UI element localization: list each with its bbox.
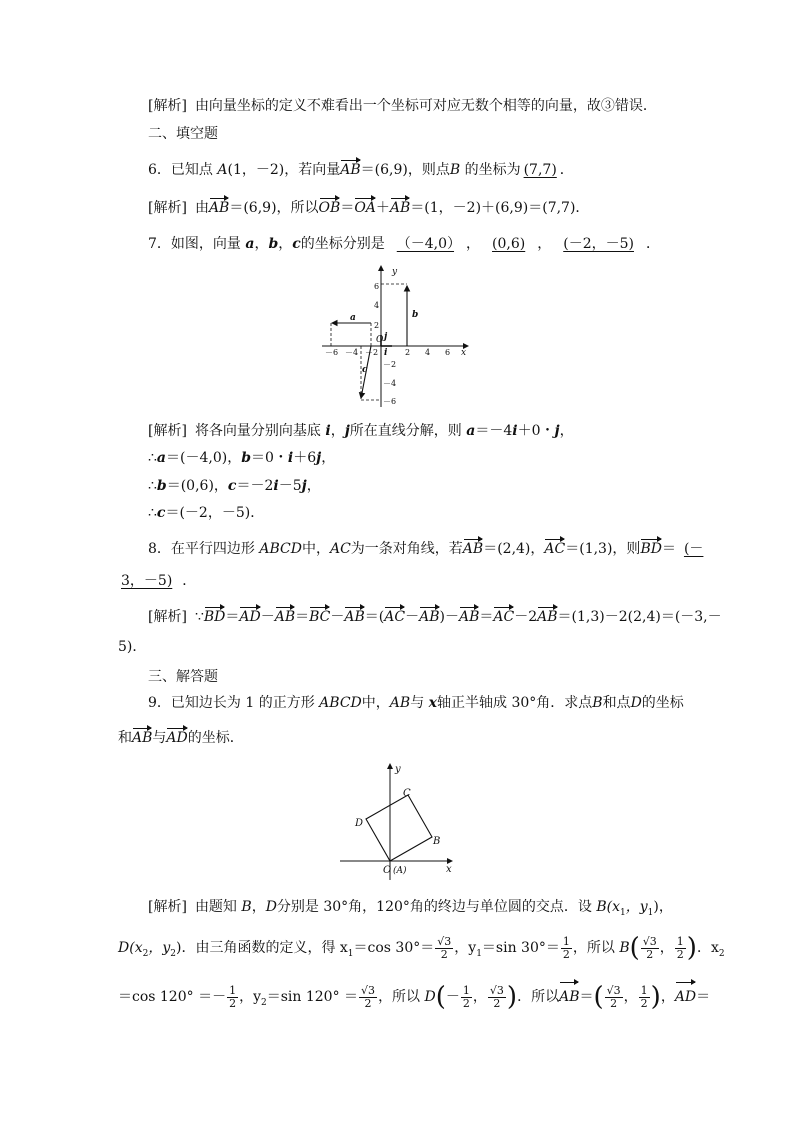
point-d: D xyxy=(630,695,642,711)
analysis-7-line-4 xyxy=(148,503,264,523)
text: ． xyxy=(182,573,197,589)
text: (x xyxy=(606,899,621,915)
text: ＝(6,9)，则点 xyxy=(360,162,450,178)
y-axis-label: y xyxy=(392,267,398,277)
subscript: 1 xyxy=(647,907,654,918)
denominator: 2 xyxy=(229,996,237,1010)
point-d-label: D xyxy=(355,818,364,829)
left-paren: ( xyxy=(593,982,604,1012)
text: 和 xyxy=(118,730,132,746)
text: ， xyxy=(251,899,266,915)
x-axis-label: x xyxy=(461,348,467,358)
y-tick: 2 xyxy=(374,321,380,330)
numerator: √3 xyxy=(606,983,621,997)
text: (1，－2)，若向量 xyxy=(227,162,341,178)
j-label: j xyxy=(384,332,388,342)
text: ，y xyxy=(239,989,261,1005)
text: 由题知 xyxy=(194,899,242,915)
vector: AC xyxy=(493,609,515,625)
segment-ac: AC xyxy=(329,541,351,557)
text: － xyxy=(260,609,275,625)
basis-j: j xyxy=(301,478,307,494)
vector-b: b xyxy=(241,450,251,466)
x-tick: 6 xyxy=(445,348,451,357)
left-paren: ( xyxy=(629,933,640,963)
point-d: D xyxy=(118,940,130,956)
fraction xyxy=(675,936,686,961)
text: －2 xyxy=(514,609,538,625)
numerator: 1 xyxy=(229,983,237,997)
text: ∴ xyxy=(148,478,157,494)
text: ＝ xyxy=(479,609,494,625)
denominator: 2 xyxy=(493,996,501,1010)
vector-c: c xyxy=(227,478,237,494)
text: ， xyxy=(537,236,552,252)
text: ＝(－2，－5)． xyxy=(165,505,265,521)
text: ，y xyxy=(148,940,171,956)
point-b: B xyxy=(449,162,461,178)
right-paren: ) xyxy=(686,933,697,963)
b-label: b xyxy=(412,310,419,320)
vector: BD xyxy=(203,609,226,625)
analysis-8-line-1 xyxy=(148,607,722,627)
analysis-tag: [解析] xyxy=(148,609,187,625)
text: 的坐标为 xyxy=(460,162,521,178)
numerator: 1 xyxy=(462,983,470,997)
vector-ab: AB xyxy=(340,162,361,178)
numerator: 1 xyxy=(676,934,684,948)
vector: AB xyxy=(274,609,296,625)
denominator: 2 xyxy=(676,947,684,961)
analysis-9-line-2 xyxy=(118,934,725,968)
text: 由 xyxy=(194,200,209,216)
text: ＝－4 xyxy=(475,423,513,439)
y-tick: －4 xyxy=(383,379,397,388)
analysis-tag: [解析] xyxy=(148,899,187,915)
text: ， xyxy=(254,236,269,252)
text: )－ xyxy=(439,609,459,625)
numerator: √3 xyxy=(489,983,504,997)
text: (x xyxy=(129,940,143,956)
vector-c: c xyxy=(156,505,166,521)
fraction xyxy=(639,985,650,1010)
numerator: 1 xyxy=(640,983,648,997)
right-paren: ) xyxy=(650,982,661,1012)
point-b: B xyxy=(619,940,630,956)
text: ．x xyxy=(696,940,719,956)
text: 和点 xyxy=(602,695,631,711)
text: ＋6 xyxy=(293,450,317,466)
x-tick: －2 xyxy=(365,348,379,357)
text: ＝0・ xyxy=(251,450,288,466)
question-6 xyxy=(148,160,574,180)
text: ＝(－4,0)， xyxy=(166,450,242,466)
text: ∵ xyxy=(194,609,204,625)
numerator: 1 xyxy=(562,934,570,948)
denominator: 2 xyxy=(640,996,648,1010)
analysis-9-line-1 xyxy=(148,897,673,923)
text: 所在直线分解，则 xyxy=(349,423,467,439)
vector-ab: AB xyxy=(389,200,411,216)
section-heading-fill-in: 二、填空题 xyxy=(148,126,218,142)
fraction xyxy=(227,985,238,1010)
analysis-6 xyxy=(148,198,589,218)
analysis-8-line-2: 5)． xyxy=(118,639,147,655)
text: ＝ xyxy=(295,609,310,625)
text: ＝(6,9)，所以 xyxy=(229,200,319,216)
text: 与 xyxy=(410,695,429,711)
text: ＝ xyxy=(225,609,240,625)
analysis-tag: [解析] xyxy=(148,423,187,439)
vector-b: b xyxy=(268,236,279,252)
origin-label: O xyxy=(376,335,384,345)
vector-ad: AD xyxy=(675,982,696,1012)
analysis-7-line-1 xyxy=(148,421,574,441)
text: ， xyxy=(466,236,481,252)
text: ∴ xyxy=(148,450,157,466)
fraction xyxy=(461,985,472,1010)
text: ． xyxy=(559,162,574,178)
fraction xyxy=(359,985,377,1010)
answer-blank: (7,7) xyxy=(523,162,557,178)
analysis-tag: [解析] xyxy=(148,200,187,216)
text: )．由三角函数的定义，得 x xyxy=(175,940,348,956)
vector: BC xyxy=(309,609,331,625)
basis-j: j xyxy=(554,423,560,439)
text: 轴正半轴成 30°角．求点 xyxy=(437,695,593,711)
text: ＝cos 120° ＝－ xyxy=(118,989,227,1005)
point-d: D xyxy=(424,989,436,1005)
text: ＝－2 xyxy=(236,478,274,494)
text: ， xyxy=(472,989,487,1005)
fraction xyxy=(641,936,659,961)
text: ．所以 xyxy=(517,989,560,1005)
text: ，y xyxy=(625,899,648,915)
x-tick: 4 xyxy=(425,348,431,357)
x-axis-label: x xyxy=(446,864,452,875)
text: ， xyxy=(659,940,674,956)
point-c-label: C xyxy=(403,788,411,799)
text: ， xyxy=(559,423,574,439)
text: ＝(0,6)， xyxy=(166,478,228,494)
vector-ad: AD xyxy=(166,730,188,746)
y-tick: －6 xyxy=(383,397,397,406)
text: 6．已知点 xyxy=(148,162,218,178)
subscript: 1 xyxy=(347,948,354,959)
answer-blank-2: (0,6) xyxy=(492,236,526,252)
text: ∴ xyxy=(148,505,157,521)
numerator: √3 xyxy=(642,934,657,948)
subscript: 2 xyxy=(718,948,725,959)
text: 与 xyxy=(152,730,167,746)
text: ＝sin 120° ＝ xyxy=(266,989,359,1005)
vector-ab: AB xyxy=(208,200,230,216)
c-label: c xyxy=(362,365,368,375)
y-tick: －2 xyxy=(383,360,397,369)
vector-ab: AB xyxy=(132,730,153,746)
text: ， xyxy=(306,478,321,494)
x-axis-name: x xyxy=(428,695,437,711)
vector-a: a xyxy=(156,450,166,466)
denominator: 2 xyxy=(364,996,372,1010)
text: ， xyxy=(321,450,336,466)
text: 的坐标分别是 xyxy=(300,236,385,252)
text: 8．在平行四边形 xyxy=(148,541,260,557)
text: ， xyxy=(660,989,675,1005)
text: ＝ xyxy=(340,200,355,216)
numerator: √3 xyxy=(437,934,452,948)
text: 7．如图，向量 xyxy=(148,236,246,252)
vector-bd: BD xyxy=(640,541,662,557)
answer-blank: 3，－5) xyxy=(121,573,173,589)
x-tick: 2 xyxy=(405,348,411,357)
text: 将各向量分别向基底 xyxy=(194,423,326,439)
text: 的坐标 xyxy=(641,695,684,711)
vector-ob: OB xyxy=(318,200,341,216)
square-rotation-figure xyxy=(336,758,460,884)
denominator: 2 xyxy=(440,947,448,961)
question-8-line-2 xyxy=(118,571,196,591)
text: － xyxy=(330,609,345,625)
square-abcd xyxy=(366,795,432,861)
y-tick: 4 xyxy=(374,301,380,310)
text: ＋0・ xyxy=(517,423,555,439)
text: 中， xyxy=(361,695,390,711)
fraction xyxy=(605,985,623,1010)
vector-c: c xyxy=(292,236,301,252)
text: －5 xyxy=(278,478,302,494)
question-9-line-1 xyxy=(148,693,684,713)
point-a-label: (A) xyxy=(393,866,407,876)
analysis-7-line-3 xyxy=(148,476,321,496)
vector: AB xyxy=(537,609,558,625)
subscript: 1 xyxy=(620,907,626,918)
segment-ab: AB xyxy=(389,695,411,711)
x-tick: －6 xyxy=(325,348,339,357)
point-b-label: B xyxy=(433,836,441,847)
analysis-7-line-2 xyxy=(148,448,335,468)
basis-i: i xyxy=(512,423,518,439)
a-label: a xyxy=(350,313,356,323)
right-paren: ) xyxy=(506,982,518,1012)
text: 的坐标． xyxy=(187,730,244,746)
text: ． xyxy=(645,236,660,252)
text: ， xyxy=(330,423,345,439)
denominator: 2 xyxy=(646,947,654,961)
vector: AC xyxy=(384,609,406,625)
y-axis-label: y xyxy=(395,764,401,775)
vector: AB xyxy=(344,609,365,625)
subscript: 2 xyxy=(142,948,149,959)
subscript: 1 xyxy=(476,948,482,959)
x-tick: －4 xyxy=(345,348,359,357)
text: 为一条对角线，若 xyxy=(350,541,463,557)
origin-label: O xyxy=(383,865,392,876)
fraction xyxy=(561,936,572,961)
denominator: 2 xyxy=(610,996,618,1010)
subscript: 2 xyxy=(170,948,176,959)
numerator: √3 xyxy=(361,983,376,997)
denominator: 2 xyxy=(462,996,470,1010)
text: ＋ xyxy=(375,200,390,216)
text: ＝sin 30°＝ xyxy=(481,940,560,956)
text: － xyxy=(405,609,420,625)
analysis-5-line xyxy=(148,96,657,116)
text: － xyxy=(445,989,460,1005)
answer-blank-1: （－4,0） xyxy=(396,236,455,252)
question-8-line-1 xyxy=(148,539,723,559)
square-name: ABCD xyxy=(319,695,362,711)
subscript: 2 xyxy=(261,997,267,1008)
text: ＝( xyxy=(364,609,385,625)
basis-i: i xyxy=(273,478,279,494)
analysis-tag: [解析] xyxy=(148,98,187,114)
answer-blank-3: (－2，－5) xyxy=(563,236,634,252)
vector-coordinate-figure xyxy=(318,262,478,412)
text: ， xyxy=(623,989,638,1005)
denominator: 2 xyxy=(562,947,570,961)
text: ＝(1,3)－2(2,4)＝(－3,－ xyxy=(557,609,722,625)
question-7 xyxy=(148,234,660,254)
point-b: B xyxy=(596,899,607,915)
analysis-text: 由向量坐标的定义不难看出一个坐标可对应无数个相等的向量，故③错误． xyxy=(194,98,657,114)
text: ＝(1,3)，则 xyxy=(565,541,641,557)
text: ＝(2,4)， xyxy=(483,541,545,557)
vector-a: a xyxy=(466,423,476,439)
point-d: D xyxy=(265,899,277,915)
basis-j: j xyxy=(316,450,322,466)
vector-ab: AB xyxy=(559,982,579,1012)
basis-j: j xyxy=(344,423,350,439)
text: ， xyxy=(278,236,293,252)
vector-ac: AC xyxy=(544,541,566,557)
vector: AB xyxy=(458,609,480,625)
text: ，所以 xyxy=(378,989,425,1005)
basis-i: i xyxy=(325,423,331,439)
fraction xyxy=(435,936,453,961)
text: ，y xyxy=(454,940,477,956)
text: 分别是 30°角，120°角的终边与单位圆的交点．设 xyxy=(276,899,597,915)
text: ＝cos 30°＝ xyxy=(353,940,435,956)
fraction xyxy=(488,985,506,1010)
point-b: B xyxy=(241,899,252,915)
text: ＝(1，－2)＋(6,9)＝(7,7)． xyxy=(410,200,590,216)
vector-oa: OA xyxy=(354,200,376,216)
text: )， xyxy=(653,899,673,915)
text: ＝ xyxy=(579,989,594,1005)
vector-b: b xyxy=(156,478,167,494)
text: 9．已知边长为 1 的正方形 xyxy=(148,695,320,711)
section-heading-solutions: 三、解答题 xyxy=(148,669,218,685)
vector-a: a xyxy=(245,236,255,252)
text: ＝ xyxy=(696,989,711,1005)
left-paren: ( xyxy=(435,982,446,1012)
question-9-line-2 xyxy=(118,728,244,748)
vector: AD xyxy=(239,609,261,625)
text: ，所以 xyxy=(572,940,620,956)
vector: AB xyxy=(419,609,440,625)
answer-blank: (－ xyxy=(683,541,704,557)
parallelogram-name: ABCD xyxy=(259,541,302,557)
point-a: A xyxy=(217,162,228,178)
point-b: B xyxy=(592,695,603,711)
i-label: i xyxy=(384,348,388,358)
vector-ab: AB xyxy=(462,541,484,557)
basis-i: i xyxy=(287,450,294,466)
text: ＝ xyxy=(661,541,676,557)
text: 中， xyxy=(301,541,330,557)
analysis-9-line-3 xyxy=(118,982,710,1018)
y-tick: 6 xyxy=(374,282,380,291)
